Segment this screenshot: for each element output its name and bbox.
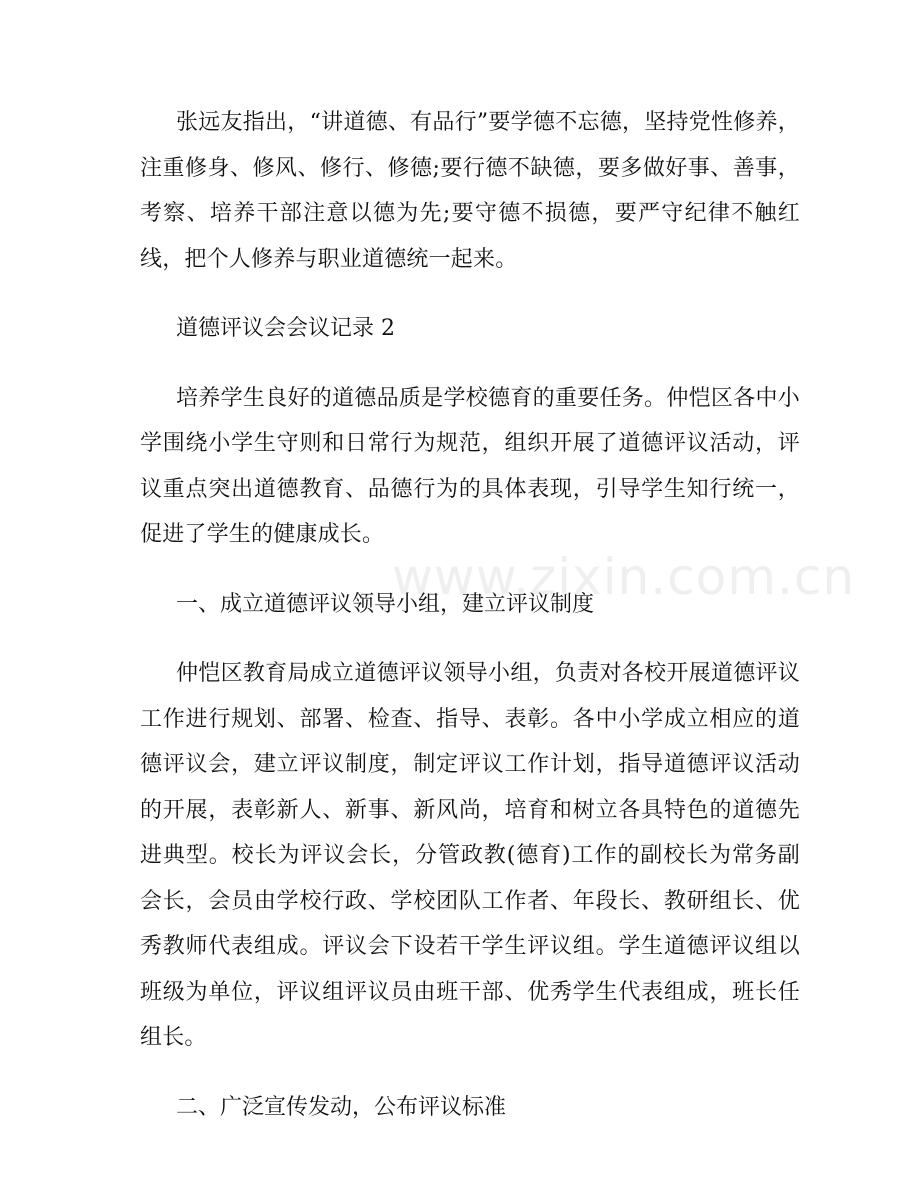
paragraph-gap [140,627,800,651]
section-heading-2: 二、广泛宣传发动，公布评议标准 [176,1094,507,1120]
paragraph-gap [140,352,800,376]
paragraph-2: 培养学生良好的道德品质是学校德育的重要任务。仲恺区各中小学围绕小学生守则和日常行为规范，组织开展了道德评议活动，评议重点突出道德教育、品德行为的具体表现，引导学生知行统一，促进了学生的健康成长。 [140,385,800,547]
section-title-record-2: 道德评议会会议记录 2 [176,316,395,341]
watermark: www.zixin.com.cn [392,548,856,606]
paragraph-gap [140,1061,800,1085]
paragraph-1: 张远友指出，“讲道德、有品行”要学德不忘德，坚持党性修养，注重修身、修风、修行、修德;要行德不缺德，要多做好事、善事，考察、培养干部注意以德为先;要守德不损德，要严守纪律不触红线，把个人修养与职业道德统一起来。 [140,110,800,272]
section-heading-1: 一、成立道德评议领导小组，建立评议制度 [176,591,595,617]
paragraph-3: 仲恺区教育局成立道德评议领导小组，负责对各校开展道德评议工作进行规划、部署、检查、指导、表彰。各中小学成立相应的道德评议会，建立评议制度，制定评议工作计划，指导道德评议活动的开展，表彰新人、新事、新风尚，培育和树立各具特色的道德先进典型。校长为评议会长，分管政教(德育)工作的副校长为常务副会长，会员由学校行政、学校团队工作者、年段长、教研组长、优秀教师代表组成。评议会下设若干学生评议组。学生道德评议组以班级为单位，评议组评议员由班干部、优秀学生代表组成，班长任组长。 [140,661,800,1050]
paragraph-gap [140,558,800,582]
paragraph-gap [140,282,800,306]
